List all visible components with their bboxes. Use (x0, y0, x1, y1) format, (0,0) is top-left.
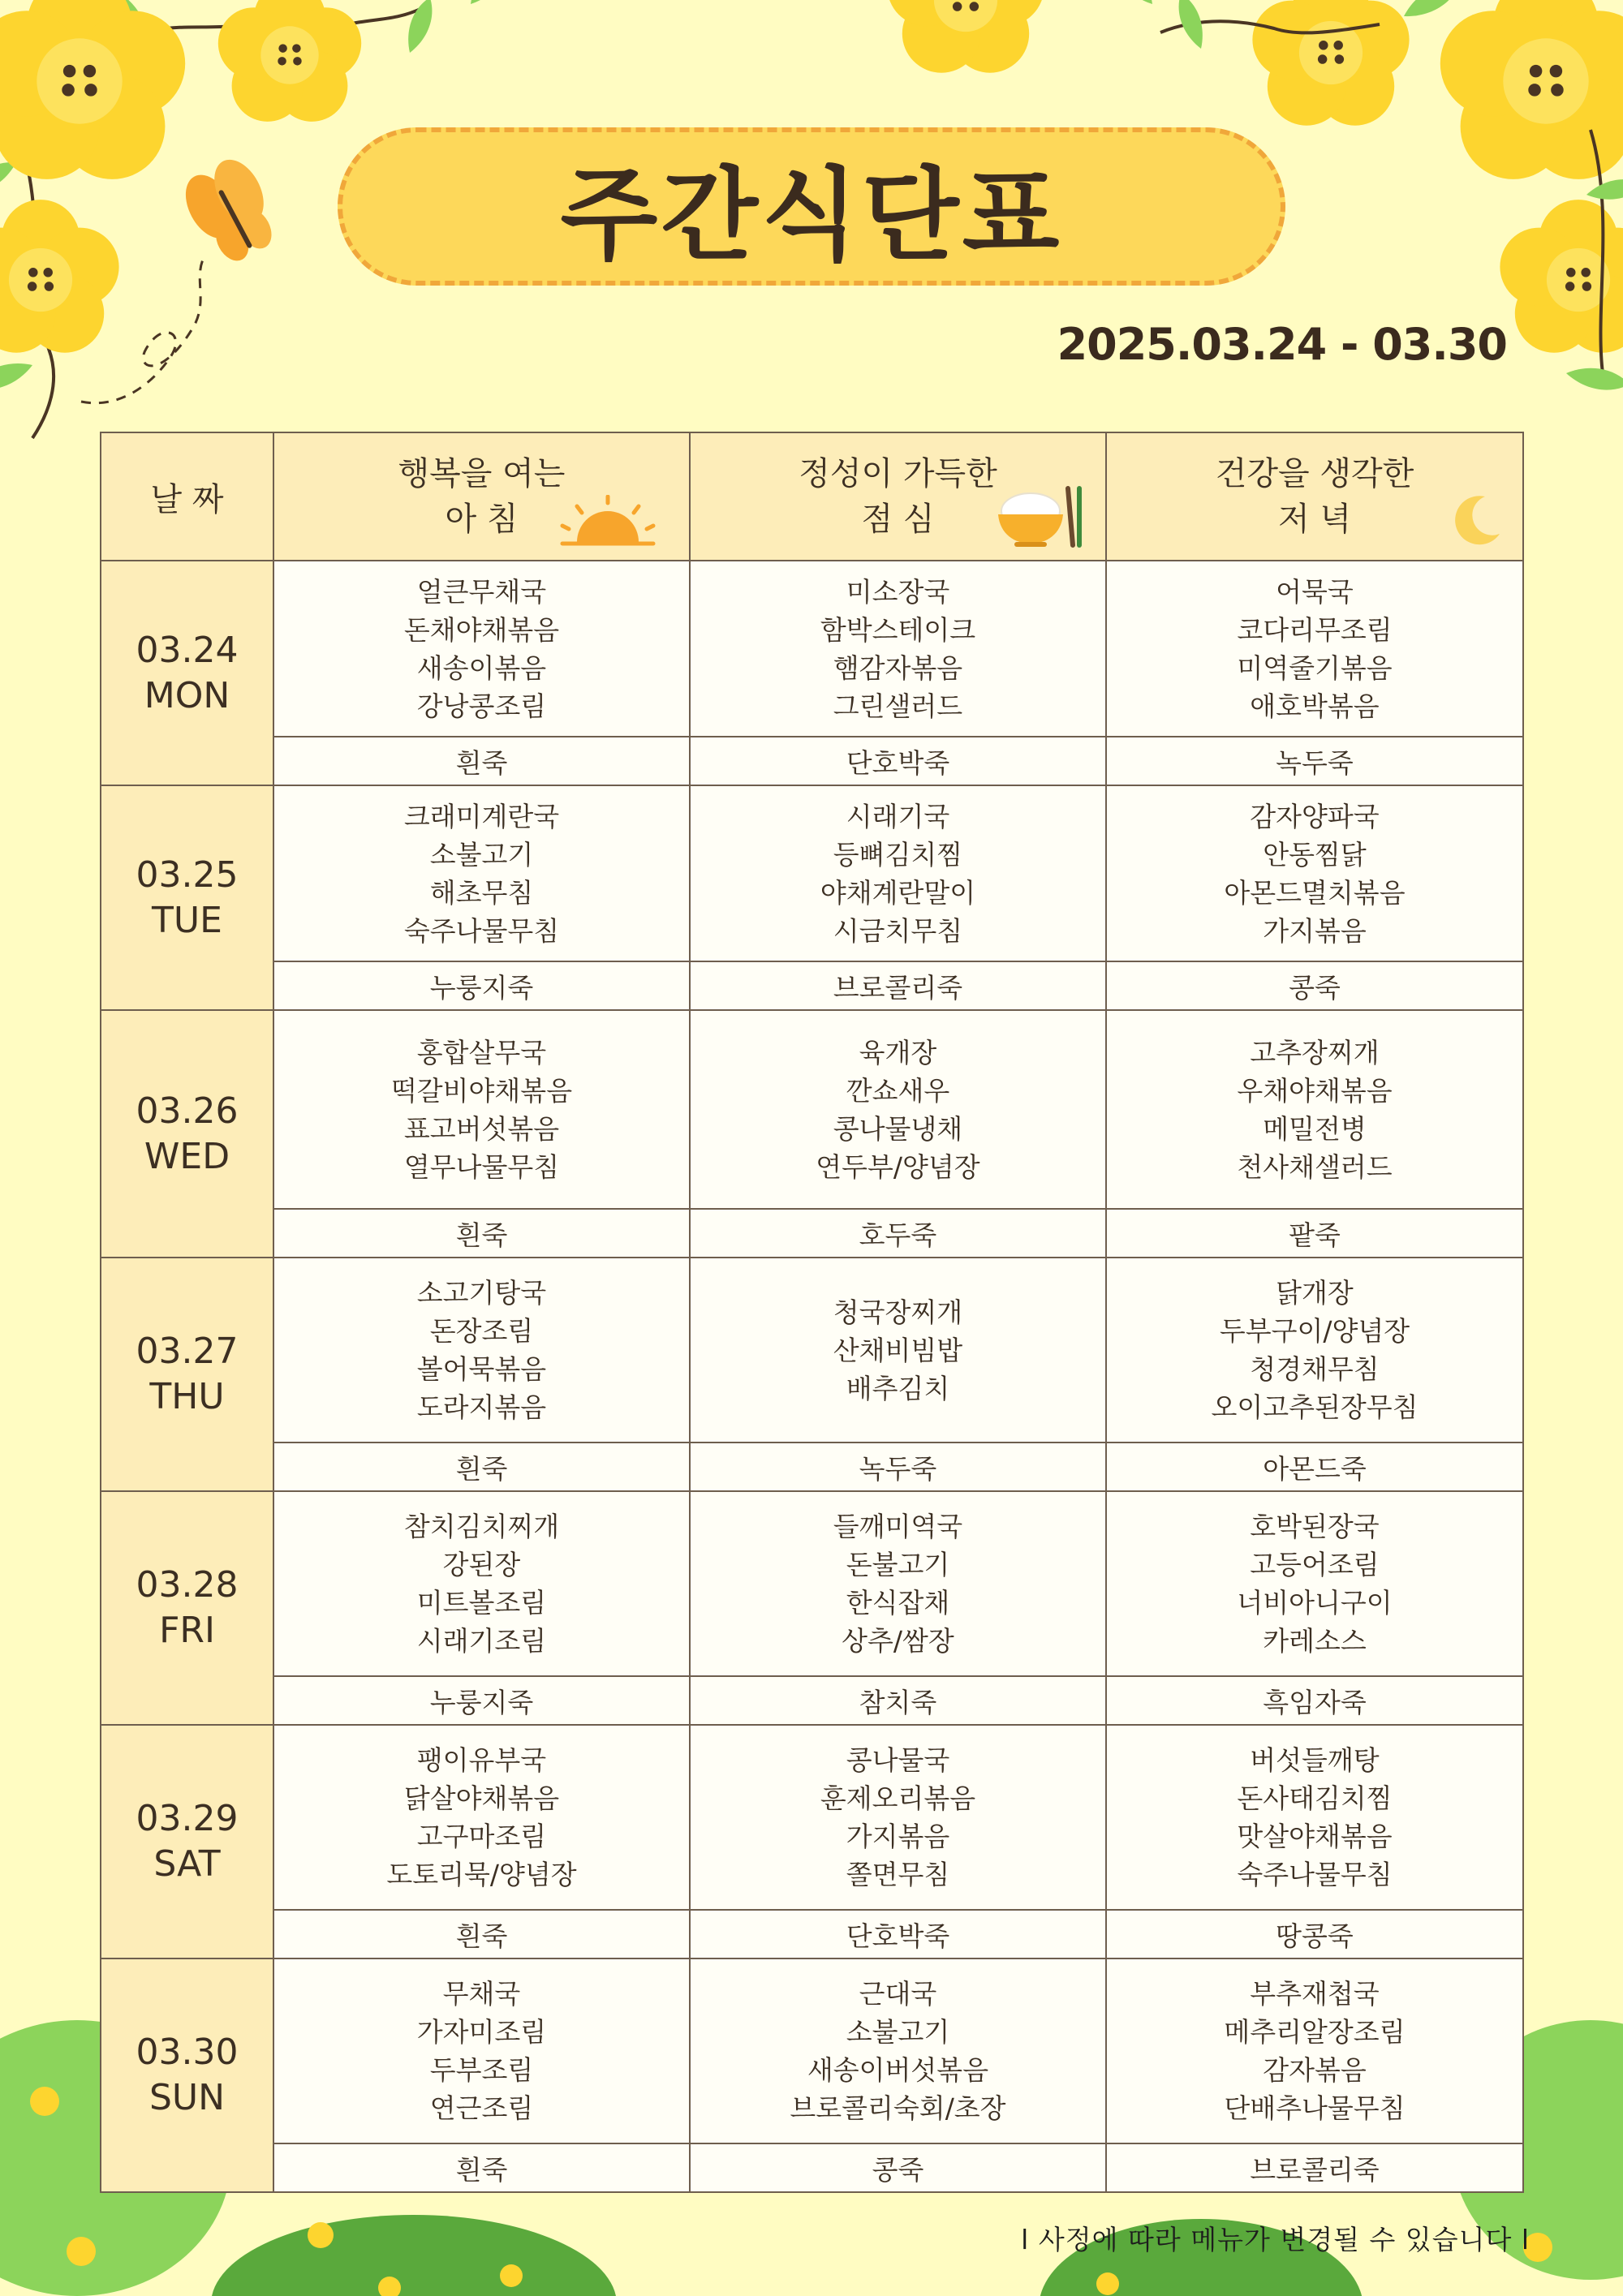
menu-item: 오이고추된장무침 (1211, 1391, 1419, 1423)
breakfast-items (273, 1725, 690, 1910)
title-banner (338, 127, 1285, 286)
dinner-porridge: 아몬드죽 (1106, 1443, 1523, 1491)
menu-item: 브로콜리숙회/초장 (790, 2092, 1006, 2124)
menu-item: 산채비빔밥 (833, 1334, 963, 1366)
menu-item: 육개장 (859, 1036, 937, 1068)
breakfast-porridge: 흰죽 (273, 1209, 690, 1258)
menu-item: 쫄면무침 (846, 1859, 950, 1890)
menu-item: 버섯들깨탕 (1250, 1744, 1380, 1776)
lunch-porridge: 녹두죽 (690, 1443, 1106, 1491)
menu-item: 미소장국 (846, 575, 950, 608)
menu-item: 호박된장국 (1250, 1511, 1380, 1542)
menu-item: 우채야채볶음 (1237, 1074, 1393, 1107)
menu-item: 얼큰무채국 (416, 575, 547, 608)
day-cell (101, 1491, 273, 1725)
day-row (101, 1010, 1523, 1209)
day-date: 03.26 (136, 1090, 239, 1132)
menu-item: 강된장 (442, 1549, 521, 1580)
menu-item: 숙주나물무침 (1237, 1859, 1393, 1890)
lunch-items (690, 1010, 1106, 1209)
lunch-items (690, 1725, 1106, 1910)
day-date: 03.29 (136, 1798, 239, 1839)
menu-item: 소불고기 (846, 2016, 950, 2048)
dinner-items (1106, 561, 1523, 737)
menu-item: 감자볶음 (1263, 2054, 1367, 2086)
porridge-row (101, 737, 1523, 785)
menu-item: 맛살야채볶음 (1237, 1821, 1393, 1852)
porridge-row (101, 1910, 1523, 1958)
menu-item: 소불고기 (429, 838, 534, 871)
menu-item: 고추장찌개 (1250, 1036, 1380, 1068)
day-row (101, 1491, 1523, 1676)
lunch-porridge: 단호박죽 (690, 737, 1106, 785)
dinner-items (1106, 1958, 1523, 2143)
lunch-porridge: 콩죽 (690, 2143, 1106, 2192)
crescent-moon-icon (1448, 492, 1505, 548)
breakfast-porridge: 누룽지죽 (273, 961, 690, 1010)
lunch-items (690, 561, 1106, 737)
breakfast-items (273, 1491, 690, 1676)
menu-item: 도토리묵/양념장 (386, 1859, 577, 1890)
menu-item: 도라지볶음 (416, 1391, 547, 1423)
menu-item: 미역줄기볶음 (1237, 651, 1393, 684)
day-weekday: WED (144, 1135, 230, 1177)
menu-item: 표고버섯볶음 (403, 1112, 560, 1145)
menu-item: 시래기국 (846, 800, 950, 832)
page-title: 주간식단표 (560, 157, 1063, 274)
day-row (101, 1258, 1523, 1443)
breakfast-porridge: 누룽지죽 (273, 1676, 690, 1725)
menu-item: 카레소스 (1263, 1625, 1367, 1657)
porridge-row (101, 1676, 1523, 1725)
breakfast-items (273, 561, 690, 737)
menu-item: 함박스테이크 (820, 613, 976, 646)
menu-item: 단배추나물무침 (1224, 2092, 1406, 2124)
menu-item: 코다리무조림 (1237, 613, 1393, 646)
menu-item: 두부구이/양념장 (1219, 1315, 1410, 1347)
day-weekday: TUE (152, 899, 222, 941)
day-row (101, 561, 1523, 737)
lunch-porridge: 호두죽 (690, 1209, 1106, 1258)
breakfast-porridge: 흰죽 (273, 1443, 690, 1491)
header-lunch-line2: 점 심 (861, 501, 935, 538)
table-header-row (101, 432, 1523, 561)
porridge-row (101, 1443, 1523, 1491)
rising-sun-icon (559, 495, 657, 548)
change-notice: l 사정에 따라 메뉴가 변경될 수 있습니다 l (1021, 2224, 1530, 2255)
dinner-porridge: 콩죽 (1106, 961, 1523, 1010)
menu-item: 시래기조림 (416, 1625, 547, 1657)
day-row (101, 1958, 1523, 2143)
menu-item: 그린샐러드 (833, 690, 963, 722)
day-cell (101, 1258, 273, 1491)
menu-item: 두부조림 (429, 2054, 534, 2086)
menu-item: 상추/쌈장 (842, 1625, 954, 1657)
menu-item: 들깨미역국 (833, 1511, 963, 1542)
menu-item: 가지볶음 (1263, 914, 1367, 947)
menu-item: 애호박볶음 (1250, 690, 1380, 722)
header-breakfast-line2: 아 침 (445, 501, 519, 538)
breakfast-items (273, 1010, 690, 1209)
menu-item: 너비아니구이 (1237, 1587, 1393, 1619)
menu-item: 깐쇼새우 (846, 1074, 950, 1107)
header-dinner-line2: 저 녁 (1278, 501, 1351, 538)
day-date: 03.24 (136, 629, 239, 671)
menu-item: 돈장조림 (429, 1315, 534, 1347)
menu-item: 참치김치찌개 (403, 1511, 560, 1542)
menu-item: 소고기탕국 (416, 1277, 547, 1309)
dinner-items (1106, 1491, 1523, 1676)
lunch-porridge: 참치죽 (690, 1676, 1106, 1725)
weekly-menu-table (100, 432, 1524, 2193)
menu-item: 한식잡채 (846, 1587, 950, 1619)
header-dinner-line1: 건강을 생각한 (1215, 455, 1414, 492)
day-cell (101, 1010, 273, 1258)
menu-item: 가자미조림 (416, 2016, 547, 2048)
breakfast-items (273, 1958, 690, 2143)
menu-item: 감자양파국 (1250, 800, 1380, 832)
menu-item: 안동찜닭 (1263, 838, 1367, 871)
dinner-porridge: 팥죽 (1106, 1209, 1523, 1258)
day-cell (101, 561, 273, 785)
dinner-porridge: 땅콩죽 (1106, 1910, 1523, 1958)
menu-item: 어묵국 (1276, 575, 1354, 608)
header-dinner (1106, 432, 1523, 561)
menu-item: 훈제오리볶음 (820, 1782, 976, 1814)
menu-item: 크래미계란국 (403, 800, 560, 832)
breakfast-porridge: 흰죽 (273, 1910, 690, 1958)
breakfast-porridge: 흰죽 (273, 2143, 690, 2192)
menu-item: 연근조림 (429, 2092, 534, 2124)
day-cell (101, 1958, 273, 2192)
day-cell (101, 1725, 273, 1958)
dinner-porridge: 흑임자죽 (1106, 1676, 1523, 1725)
menu-item: 가지볶음 (846, 1821, 950, 1852)
lunch-porridge: 브로콜리죽 (690, 961, 1106, 1010)
day-date: 03.27 (136, 1331, 239, 1372)
header-lunch (690, 432, 1106, 561)
date-range: 2025.03.24 - 03.30 (1057, 319, 1507, 370)
menu-item: 햄감자볶음 (833, 651, 963, 684)
dinner-items (1106, 785, 1523, 961)
menu-item: 홍합살무국 (416, 1036, 547, 1068)
day-date: 03.28 (136, 1564, 239, 1606)
menu-item: 청경채무침 (1250, 1353, 1380, 1385)
menu-item: 청국장찌개 (833, 1296, 963, 1328)
menu-item: 볼어묵볶음 (416, 1353, 547, 1385)
menu-item: 메추리알장조림 (1224, 2016, 1406, 2048)
menu-item: 새송이볶음 (416, 651, 547, 684)
menu-item: 콩나물냉채 (833, 1112, 963, 1145)
header-breakfast-line1: 행복을 여는 (398, 455, 566, 492)
day-cell (101, 785, 273, 1010)
day-date: 03.30 (136, 2032, 239, 2073)
day-weekday: SUN (149, 2077, 226, 2118)
menu-item: 숙주나물무침 (403, 914, 560, 947)
day-weekday: MON (144, 674, 230, 716)
lunch-items (690, 785, 1106, 961)
dinner-items (1106, 1725, 1523, 1910)
menu-item: 돈불고기 (846, 1549, 950, 1580)
menu-body (101, 561, 1523, 2192)
lunch-items (690, 1491, 1106, 1676)
breakfast-items (273, 1258, 690, 1443)
menu-item: 부추재첩국 (1250, 1978, 1380, 2010)
menu-item: 시금치무침 (833, 914, 963, 947)
lunch-porridge: 단호박죽 (690, 1910, 1106, 1958)
header-breakfast (273, 432, 690, 561)
porridge-row (101, 961, 1523, 1010)
day-weekday: SAT (153, 1843, 221, 1885)
menu-item: 돈사태김치찜 (1237, 1782, 1393, 1814)
day-row (101, 1725, 1523, 1910)
menu-item: 고구마조림 (416, 1821, 547, 1852)
dinner-items (1106, 1010, 1523, 1209)
menu-item: 닭개장 (1276, 1277, 1354, 1309)
menu-item: 닭살야채볶음 (403, 1782, 560, 1814)
menu-item: 돈채야채볶음 (403, 613, 560, 646)
menu-item: 야채계란말이 (820, 876, 976, 909)
porridge-row (101, 2143, 1523, 2192)
menu-item: 강낭콩조림 (416, 690, 547, 722)
menu-item: 배추김치 (846, 1372, 950, 1404)
menu-item: 근대국 (859, 1978, 937, 2010)
lunch-items (690, 1958, 1106, 2143)
menu-item: 팽이유부국 (416, 1744, 547, 1776)
menu-item: 해초무침 (429, 876, 534, 909)
menu-item: 콩나물국 (846, 1744, 950, 1776)
header-lunch-line1: 정성이 가득한 (799, 455, 997, 492)
day-weekday: FRI (159, 1610, 215, 1651)
day-row (101, 785, 1523, 961)
menu-item: 연두부/양념장 (816, 1150, 980, 1183)
breakfast-porridge: 흰죽 (273, 737, 690, 785)
lunch-items (690, 1258, 1106, 1443)
menu-item: 천사채샐러드 (1237, 1150, 1393, 1183)
day-weekday: THU (149, 1376, 225, 1417)
menu-item: 새송이버섯볶음 (807, 2054, 989, 2086)
day-date: 03.25 (136, 853, 239, 896)
dinner-porridge: 녹두죽 (1106, 737, 1523, 785)
rice-bowl-icon (993, 484, 1087, 548)
menu-item: 등뼈김치찜 (833, 838, 963, 871)
menu-item: 열무나물무침 (403, 1150, 560, 1183)
menu-item: 떡갈비야채볶음 (390, 1074, 573, 1107)
header-day: 날 짜 (101, 432, 273, 561)
breakfast-items (273, 785, 690, 961)
menu-item: 고등어조림 (1250, 1549, 1380, 1580)
dinner-porridge: 브로콜리죽 (1106, 2143, 1523, 2192)
menu-item: 메밀전병 (1263, 1112, 1367, 1145)
menu-item: 미트볼조림 (416, 1587, 547, 1619)
menu-item: 아몬드멸치볶음 (1224, 876, 1406, 909)
menu-item: 무채국 (442, 1978, 521, 2010)
dinner-items (1106, 1258, 1523, 1443)
porridge-row (101, 1209, 1523, 1258)
